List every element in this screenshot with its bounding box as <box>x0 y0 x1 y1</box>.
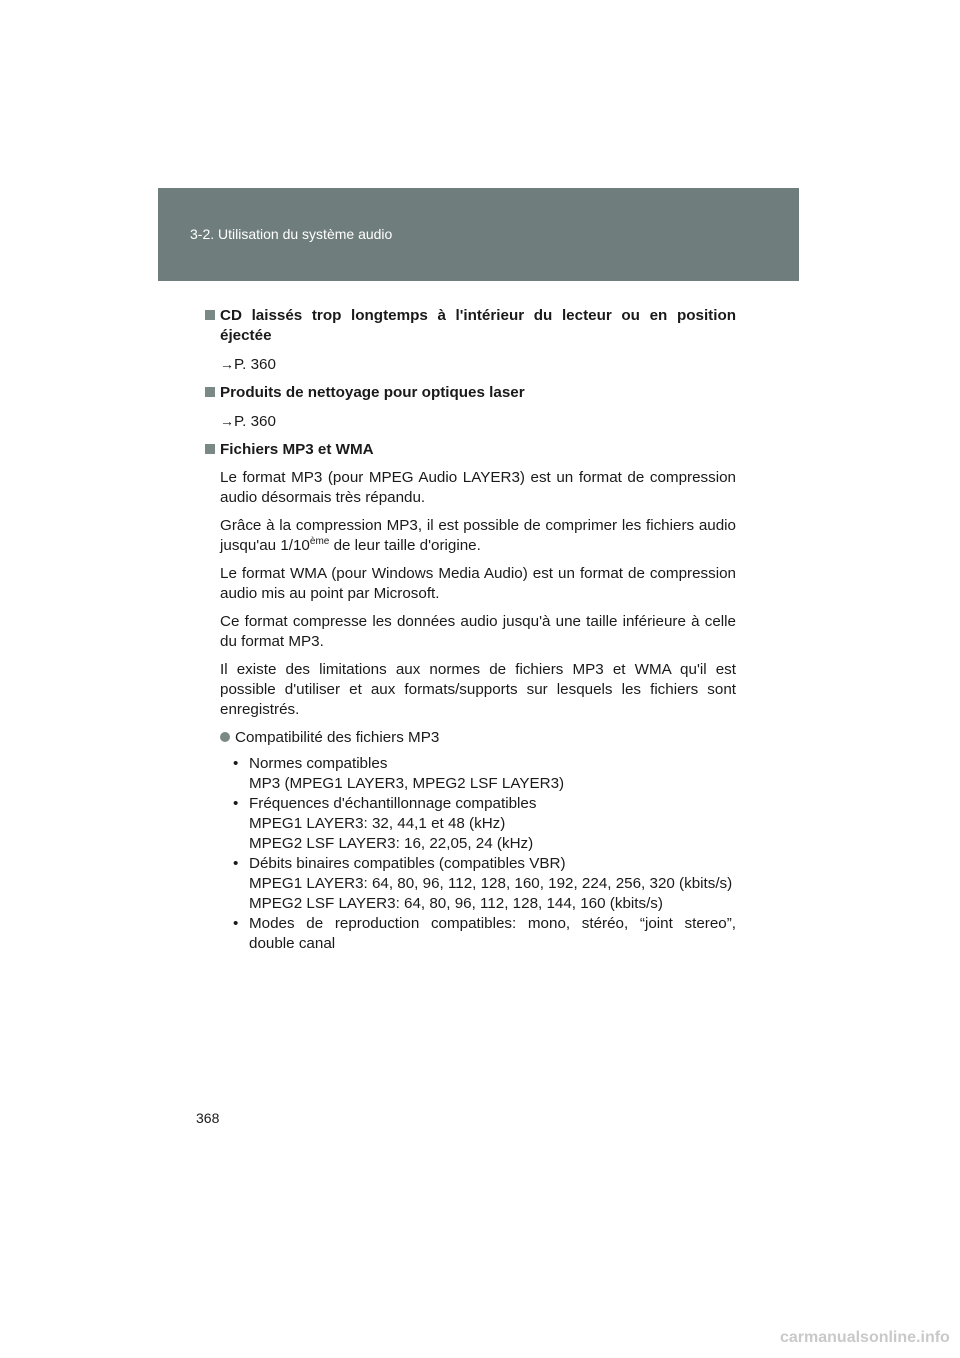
text-line: Il existe des limitations aux normes de fichiers MP3 et WMA qu'il est <box>220 661 736 678</box>
text-line: double canal <box>249 935 336 952</box>
text-span: jusqu'au 1/10 <box>220 537 310 554</box>
text-line: Fréquences d'échantillonnage compatibles <box>249 795 537 812</box>
arrow-right-icon: → <box>220 356 234 372</box>
section-title: 3-2. Utilisation du système audio <box>190 226 393 242</box>
list-item <box>233 794 736 854</box>
text-line <box>220 536 736 556</box>
section-header <box>158 188 799 281</box>
text-line: MPEG2 LSF LAYER3: 64, 80, 96, 112, 128, 144, 160 (kbits/s) <box>249 895 663 912</box>
page-content <box>205 306 736 954</box>
bullet-dot-icon: • <box>233 855 239 872</box>
heading-mp3-wma <box>205 440 736 460</box>
superscript: ème <box>309 535 330 547</box>
compat-heading <box>220 728 736 748</box>
heading-line: Produits de nettoyage pour optiques laser <box>220 384 525 401</box>
text-line: du format MP3. <box>220 633 324 650</box>
heading-line: CD laissés trop longtemps à l'intérieur du lecteur ou en position <box>220 307 736 324</box>
page-reference <box>205 354 736 375</box>
text-line: Grâce à la compression MP3, il est possible de comprimer les fichiers audio <box>220 517 736 534</box>
heading-line: Fichiers MP3 et WMA <box>220 441 374 458</box>
reference-text: P. 360 <box>234 356 276 373</box>
arrow-right-icon: → <box>220 413 234 429</box>
square-bullet-icon <box>205 310 215 320</box>
text-span: de leur taille d'origine. <box>329 537 481 554</box>
watermark: carmanualsonline.info <box>780 1329 950 1346</box>
paragraph-limitations <box>205 660 736 720</box>
text-line: audio mis au point par Microsoft. <box>220 585 440 602</box>
reference-text: P. 360 <box>234 413 276 430</box>
list-item <box>233 854 736 914</box>
text-line: MP3 (MPEG1 LAYER3, MPEG2 LSF LAYER3) <box>249 775 565 792</box>
list-item <box>233 914 736 954</box>
heading-line: éjectée <box>220 327 272 344</box>
compat-list <box>205 754 736 954</box>
heading-cleaning-products <box>205 383 736 403</box>
text-line: Le format WMA (pour Windows Media Audio) est un format de compression <box>220 565 736 582</box>
compat-block <box>205 728 736 748</box>
bullet-dot-icon: • <box>233 915 239 932</box>
page-number: 368 <box>196 1110 220 1126</box>
text-line: Normes compatibles <box>249 755 388 772</box>
square-bullet-icon <box>205 444 215 454</box>
circle-bullet-icon <box>220 732 230 742</box>
text-line: enregistrés. <box>220 701 300 718</box>
paragraph-compression <box>205 516 736 556</box>
list-item <box>233 754 736 794</box>
text-line: Le format MP3 (pour MPEG Audio LAYER3) est un format de compression <box>220 469 736 486</box>
text-line: MPEG2 LSF LAYER3: 16, 22,05, 24 (kHz) <box>249 835 534 852</box>
compat-title: Compatibilité des fichiers MP3 <box>235 729 440 746</box>
paragraph-mp3-format <box>205 468 736 508</box>
text-line: MPEG1 LAYER3: 64, 80, 96, 112, 128, 160, 192, 224, 256, 320 (kbits/s) <box>249 875 733 892</box>
heading-cd-left <box>205 306 736 346</box>
paragraph-wma-format <box>205 564 736 604</box>
page-reference <box>205 411 736 432</box>
text-line: Ce format compresse les données audio jusqu'à une taille inférieure à celle <box>220 613 736 630</box>
square-bullet-icon <box>205 387 215 397</box>
text-line: audio désormais très répandu. <box>220 489 426 506</box>
bullet-dot-icon: • <box>233 755 239 772</box>
bullet-dot-icon: • <box>233 795 239 812</box>
text-line: MPEG1 LAYER3: 32, 44,1 et 48 (kHz) <box>249 815 506 832</box>
text-line: Modes de reproduction compatibles: mono, stéréo, “joint stereo”, <box>249 915 736 932</box>
paragraph-wma-compression <box>205 612 736 652</box>
text-line: Débits binaires compatibles (compatibles VBR) <box>249 855 566 872</box>
text-line: possible d'utiliser et aux formats/supports sur lesquels les fichiers sont <box>220 681 736 698</box>
